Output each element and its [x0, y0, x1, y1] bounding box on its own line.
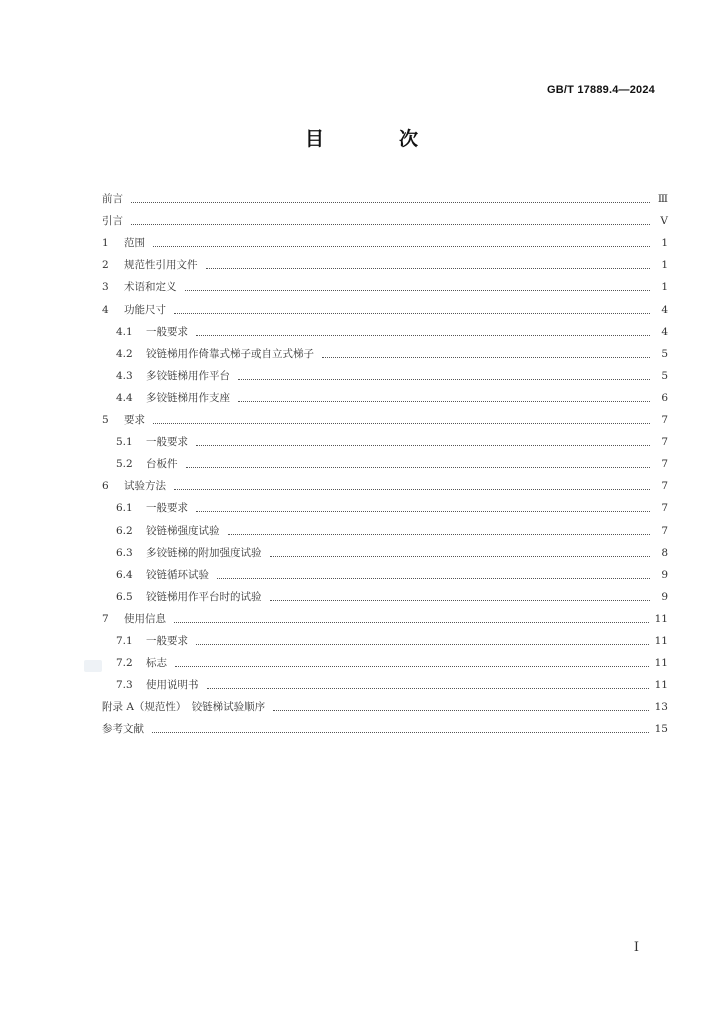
toc-entry-number: 6.1	[116, 502, 133, 515]
toc-entry-page: 11	[654, 657, 668, 670]
toc-entry-label: 多铰链梯用作支座	[146, 391, 230, 404]
dot-leader	[238, 401, 650, 402]
toc-entry-number: 3	[102, 281, 109, 294]
toc-entry-label: 标志	[146, 657, 167, 670]
toc-entry-label: 一般要求	[146, 325, 188, 338]
toc-entry[interactable]	[102, 471, 668, 493]
dot-leader	[228, 534, 651, 535]
toc-entry-page: 1	[661, 259, 668, 272]
toc-entry-label: 试验方法	[124, 480, 166, 493]
dot-leader	[207, 688, 649, 689]
toc-entry-label: 一般要求	[146, 436, 188, 449]
standard-code: GB/T 17889.4—2024	[547, 84, 655, 96]
toc-entry-page: Ⅲ	[657, 193, 668, 206]
toc-entry-number: 7.2	[116, 657, 133, 670]
toc-entry[interactable]	[102, 714, 668, 736]
toc-entry-number: 6.5	[116, 590, 133, 603]
toc-entry-page: 11	[654, 634, 668, 647]
toc-entry-label: 规范性引用文件	[124, 259, 198, 272]
toc-entry-number: 5.2	[116, 458, 133, 471]
toc-entry-page: 7	[661, 436, 668, 449]
toc-entry-number: 2	[102, 259, 109, 272]
toc-entry[interactable]	[102, 515, 668, 537]
toc-entry[interactable]	[102, 692, 668, 714]
toc-entry-number: 6	[102, 480, 109, 493]
toc-entry[interactable]	[102, 228, 668, 250]
toc-entry-page: 11	[654, 679, 668, 692]
toc-entry-label: 引言	[102, 215, 123, 228]
toc-entry-label: 多铰链梯用作平台	[146, 369, 230, 382]
toc-entry-number: 6.4	[116, 568, 133, 581]
dot-leader	[174, 313, 650, 314]
toc-entry-number: 6.2	[116, 524, 133, 537]
toc-entry-page: 7	[661, 524, 668, 537]
toc-entry-page: 4	[661, 303, 668, 316]
toc-entry[interactable]	[102, 206, 668, 228]
dot-leader	[174, 622, 649, 623]
dot-leader	[196, 644, 649, 645]
dot-leader	[185, 290, 651, 291]
dot-leader	[196, 335, 650, 336]
toc-entry-label: 一般要求	[146, 634, 188, 647]
toc-entry[interactable]	[102, 560, 668, 582]
table-of-contents	[102, 184, 668, 736]
toc-entry-page: 15	[654, 723, 668, 736]
dot-leader	[217, 578, 650, 579]
toc-entry-label: 功能尺寸	[124, 303, 166, 316]
toc-entry-number: 5.1	[116, 436, 133, 449]
toc-entry-page: 4	[661, 325, 668, 338]
toc-entry-label: 范围	[124, 237, 145, 250]
toc-entry-number: 4.4	[116, 391, 133, 404]
dot-leader	[153, 423, 650, 424]
toc-entry-label: 参考文献	[102, 723, 144, 736]
toc-entry-page: 9	[661, 590, 668, 603]
toc-entry-label: 使用说明书	[146, 679, 199, 692]
toc-entry-page: 1	[661, 281, 668, 294]
dot-leader	[175, 666, 649, 667]
toc-entry-label: 前言	[102, 193, 123, 206]
toc-entry-label: 使用信息	[124, 612, 166, 625]
toc-entry-page: 13	[654, 701, 668, 714]
toc-entry-number: 6.3	[116, 546, 133, 559]
dot-leader	[273, 710, 648, 711]
toc-entry-number: 4.3	[116, 369, 133, 382]
toc-entry-label: 台板件	[146, 458, 178, 471]
toc-entry[interactable]	[102, 339, 668, 361]
toc-entry[interactable]	[102, 648, 668, 670]
toc-entry-label: 铰链梯用作倚靠式梯子或自立式梯子	[146, 347, 314, 360]
dot-leader	[196, 445, 650, 446]
toc-entry-label: 一般要求	[146, 502, 188, 515]
toc-entry[interactable]	[102, 449, 668, 471]
toc-entry-number: 7.3	[116, 679, 133, 692]
dot-leader	[174, 489, 650, 490]
toc-entry[interactable]	[102, 670, 668, 692]
toc-entry-page: 9	[661, 568, 668, 581]
toc-entry[interactable]	[102, 184, 668, 206]
toc-entry[interactable]	[102, 604, 668, 626]
toc-entry[interactable]	[102, 272, 668, 294]
toc-entry-page: 8	[661, 546, 668, 559]
dot-leader	[270, 556, 651, 557]
toc-entry[interactable]	[102, 383, 668, 405]
dot-leader	[196, 511, 650, 512]
toc-entry-page: 7	[661, 414, 668, 427]
toc-entry-page: 11	[654, 612, 668, 625]
dot-leader	[206, 268, 651, 269]
toc-entry[interactable]	[102, 626, 668, 648]
toc-entry-label: 铰链梯用作平台时的试验	[146, 590, 262, 603]
toc-entry[interactable]	[102, 427, 668, 449]
toc-entry-number: 5	[102, 414, 109, 427]
page-number: Ⅰ	[633, 940, 639, 955]
toc-entry-label: 附录 A（规范性） 铰链梯试验顺序	[102, 701, 266, 714]
dot-leader	[238, 379, 650, 380]
toc-entry-label: 铰链梯强度试验	[146, 524, 220, 537]
toc-entry-page: 1	[661, 237, 668, 250]
toc-entry-number: 4	[102, 303, 109, 316]
dot-leader	[153, 246, 650, 247]
toc-entry[interactable]	[102, 493, 668, 515]
toc-entry-page: 5	[661, 369, 668, 382]
toc-entry[interactable]	[102, 405, 668, 427]
toc-entry-label: 多铰链梯的附加强度试验	[146, 546, 262, 559]
toc-entry-page: 7	[661, 458, 668, 471]
toc-entry-page: 6	[661, 391, 668, 404]
toc-entry[interactable]	[102, 294, 668, 316]
toc-entry[interactable]	[102, 250, 668, 272]
toc-entry-page: 7	[661, 480, 668, 493]
toc-entry[interactable]	[102, 317, 668, 339]
dot-leader	[186, 467, 651, 468]
toc-entry-label: 术语和定义	[124, 281, 177, 294]
toc-entry-page: 5	[661, 347, 668, 360]
dot-leader	[322, 357, 650, 358]
toc-entry-number: 7	[102, 612, 109, 625]
toc-entry-page: 7	[661, 502, 668, 515]
toc-entry-label: 要求	[124, 414, 145, 427]
toc-entry-number: 7.1	[116, 634, 133, 647]
dot-leader	[131, 202, 650, 203]
toc-entry-page: Ⅴ	[660, 215, 668, 228]
page-title: 目 次	[304, 128, 446, 150]
watermark-mark	[84, 660, 102, 672]
toc-entry[interactable]	[102, 582, 668, 604]
dot-leader	[270, 600, 651, 601]
toc-entry-number: 1	[102, 237, 109, 250]
toc-entry-number: 4.1	[116, 325, 133, 338]
toc-entry-label: 铰链循环试验	[146, 568, 209, 581]
toc-entry[interactable]	[102, 538, 668, 560]
dot-leader	[152, 732, 649, 733]
toc-entry-number: 4.2	[116, 347, 133, 360]
dot-leader	[131, 224, 650, 225]
toc-entry[interactable]	[102, 361, 668, 383]
